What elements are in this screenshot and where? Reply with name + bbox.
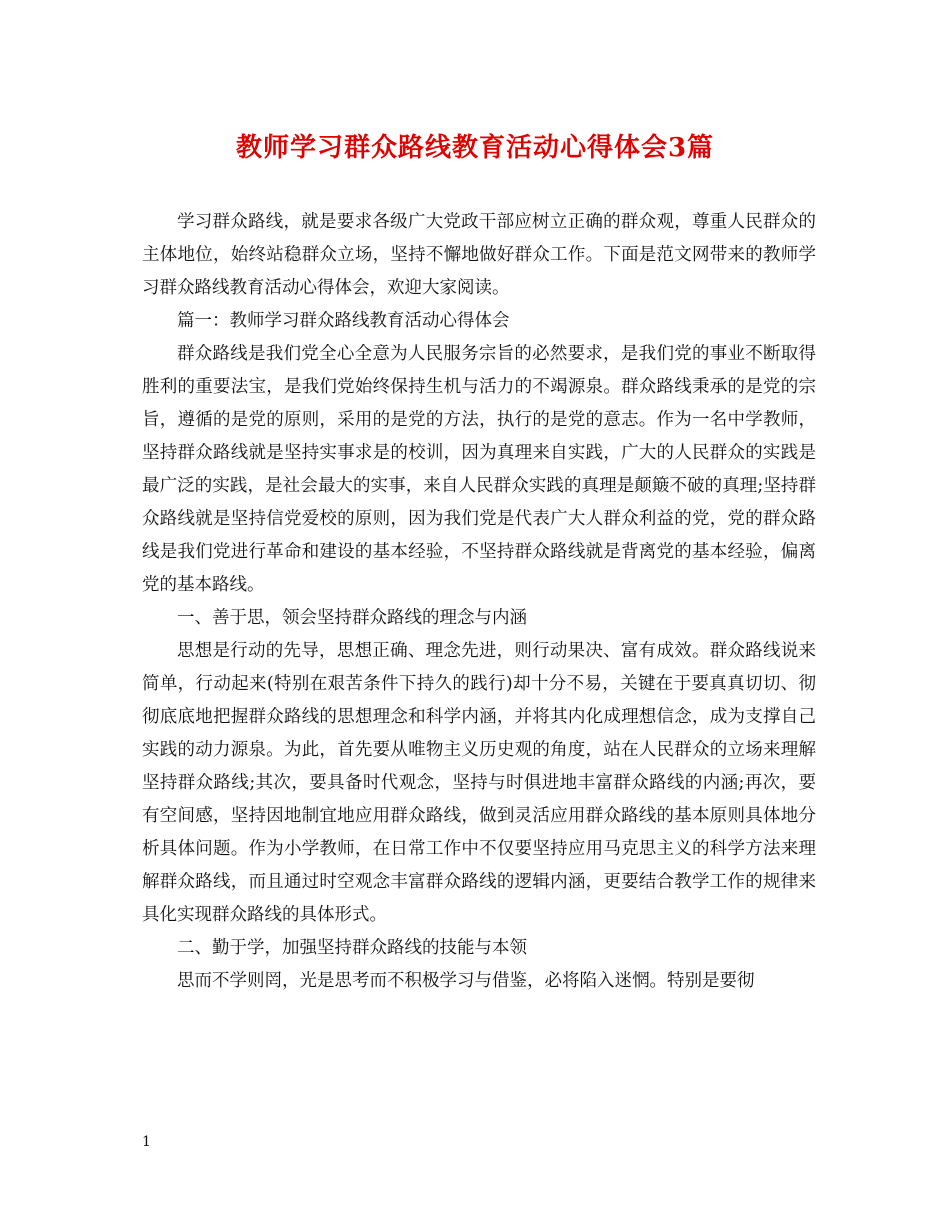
body-paragraph: 群众路线是我们党全心全意为人民服务宗旨的必然要求，是我们党的事业不断取得胜利的重要法宝，是我们党始终保持生机与活力的不竭源泉。群众路线秉承的是党的宗旨，遵循的是党的原则，采用的是党的方法，执行的是党的意志。作为一名中学教师，坚持群众路线就是坚持实事求是的校训，因为真理来自实践，广大的人民群众的实践是最广泛的实践，是社会最大的实事，来自人民群众实践的真理是颠簸不破的真理;坚持群众路线就是坚持信党爱校的原则，因为我们党是代表广大人群众利益的党，党的群众路线是我们党进行革命和建设的基本经验，不坚持群众路线就是背离党的基本经验，偏离党的基本路线。 — [142, 344, 816, 595]
page-number: 1 — [142, 1134, 151, 1150]
intro-paragraph: 学习群众路线，就是要求各级广大党政干部应树立正确的群众观，尊重人民群众的主体地位，始终站稳群众立场，坚持不懈地做好群众工作。下面是范文网带来的教师学习群众路线教育活动心得体会，欢迎大家阅读。 — [142, 212, 816, 298]
subsection-heading-one: 一、善于思，领会坚持群众路线的理念与内涵 — [177, 608, 527, 628]
body-paragraph: 思想是行动的先导，思想正确、理念先进，则行动果决、富有成效。群众路线说来简单，行动起来(特别在艰苦条件下持久的践行)却十分不易，关键在于要真真切切、彻彻底底地把握群众路线的思想理念和科学内涵，并将其内化成理想信念，成为支撑自己实践的动力源泉。为此，首先要从唯物主义历史观的角度，站在人民群众的立场来理解坚持群众路线;其次，要具备时代观念，坚持与时俱进地丰富群众路线的内涵;再次，要有空间感，坚持因地制宜地应用群众路线，做到灵活应用群众路线的基本原则具体地分析具体问题。作为小学教师，在日常工作中不仅要坚持应用马克思主义的科学方法来理解群众路线，而且通过时空观念丰富群众路线的逻辑内涵，更要结合教学工作的规律来具化实现群众路线的具体形式。 — [142, 641, 816, 925]
document-body — [142, 206, 816, 998]
subsection-heading-two: 二、勤于学，加强坚持群众路线的技能与本领 — [177, 938, 527, 958]
document-title: 教师学习群众路线教育活动心得体会3篇 — [235, 133, 715, 163]
section-heading-part-one: 篇一：教师学习群众路线教育活动心得体会 — [177, 311, 510, 331]
body-paragraph: 思而不学则罔，光是思考而不积极学习与借鉴，必将陷入迷惘。特别是要彻 — [177, 971, 755, 991]
